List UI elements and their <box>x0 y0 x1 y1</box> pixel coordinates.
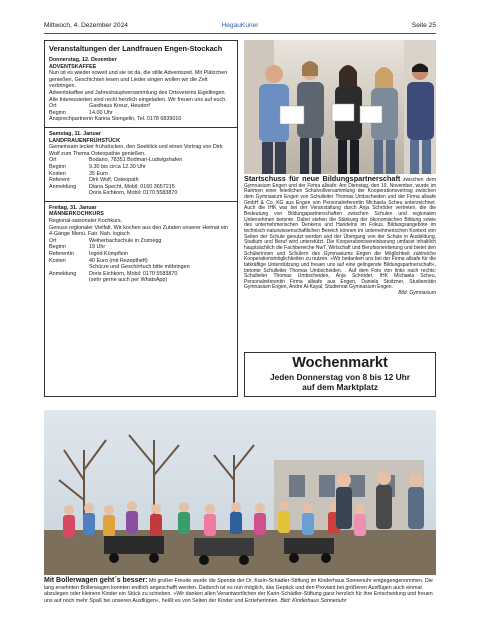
detail-key: Ort <box>49 237 57 244</box>
event-maennerkochkurs <box>49 205 233 284</box>
detail-key: Kosten <box>49 257 66 264</box>
detail-value: 9.30 bis circa 12.30 Uhr <box>89 163 146 170</box>
detail-key: Anmeldung <box>49 183 77 190</box>
caption-photo-credit: Bild: Kinderhaus Sonnenuhr <box>280 597 347 604</box>
detail-key: Beginn <box>49 109 66 116</box>
article-photo-credit: Bild: Gymnasium <box>398 290 436 297</box>
kindergarten-caption <box>44 578 436 604</box>
event-name: MÄNNERKOCHKURS <box>49 211 104 218</box>
kindergarten-photo <box>44 410 436 575</box>
header-divider <box>44 33 436 34</box>
event-divider <box>45 127 237 128</box>
detail-key: Beginn <box>49 244 66 251</box>
event-text: Gemeinsam lecker frühstücken, den Seeblick und einen Vortrag von Dirk Wolf zum Thema Osteopathie genießen. <box>49 144 223 157</box>
event-name: LANDFRAUENFRÜHSTÜCK <box>49 137 120 144</box>
detail-key: Anmeldung <box>49 270 77 277</box>
detail-value: Weiherbachschule in Zoznegg <box>89 237 162 244</box>
caption-body: Mit großer Freude wurde die Spende der Dr. Karin-Schädler-Stiftung im Kinderhaus Sonnenuhr entgegengenommen. Die lang ersehnten Bollerwagen konnten endlich angeschafft werden. Dadurch ist es nun möglich, das Gepäck und den Proviant bei größeren Ausflügen auch einmal abzulegen oder kleinere Kinder ein Stück zu schieben. »Wir danken allen Verantwortlichen der Karin-Schädler-Stiftung ganz herzlich für ihre Entscheidung und freuen uns auf noch mehr Spaß bei unseren Ausflügen«, heißt es von Seiten der Kinder und Erzieherinnen. <box>44 578 433 604</box>
detail-value: Doris Eichkorn, Mobil: 0170 5583870 (sehr gerne auch per WhatsApp) <box>89 270 178 284</box>
detail-key: Referent <box>49 177 70 184</box>
detail-value: 35 Euro <box>89 170 108 177</box>
detail-value: Dirk Wolf, Osteopath <box>89 177 139 184</box>
event-name: ADVENTSKAFFEE <box>49 63 97 70</box>
event-text: Regional-saisonaler Kochkurs. <box>49 218 123 225</box>
detail-value: Ingrid Kümpflein <box>89 251 128 258</box>
issue-date: Mittwoch, 4. Dezember 2024 <box>44 22 128 29</box>
wochenmarkt-box <box>244 352 436 397</box>
event-adventskaffee <box>49 57 233 123</box>
event-details <box>49 157 233 197</box>
market-title: Wochenmarkt <box>292 355 388 371</box>
detail-key: Ort <box>49 157 57 164</box>
detail-key: Kosten <box>49 170 66 177</box>
event-date: Donnerstag, 12. Dezember <box>49 57 117 63</box>
detail-value: 19 Uhr <box>89 244 106 251</box>
market-schedule: Jeden Donnerstag von 8 bis 12 Uhr <box>269 372 411 382</box>
partnership-photo <box>244 40 436 174</box>
detail-value: 40 Euro (mit Rezeptheft) Schürze und Geschirrtuch bitte mitbringen <box>89 257 190 271</box>
events-box <box>44 40 238 397</box>
event-text: Adventskaffee und Jahreshauptversammlung des Ortsvereins Eigeltingen. Alle Interessierten sind recht herzlich eingeladen. Wir freuen uns auf euch. <box>49 89 227 103</box>
detail-value: 14.00 Uhr <box>89 109 113 116</box>
event-text: Nun ist es wieder soweit und sie ist da, die stille Adventszeit. Mit Plätzchen genießen, Geschichten lesen und Lieder singen wollen wir die Zeit verbringen. <box>49 70 228 90</box>
partnership-photo-art <box>244 40 436 174</box>
event-date: Samstag, 11. Januar <box>49 130 101 137</box>
event-details <box>49 238 233 284</box>
event-contact: Ansprechpartnerin Karina Stengelin, Tel. 0178 6839010 <box>49 116 182 123</box>
detail-value: Diana Specht, Mobil: 0160 3657215 Doris Eichkorn, Mobil: 0170 5583870 <box>89 183 178 197</box>
partnership-article <box>244 176 436 346</box>
detail-value: Bodano, 78351 Bodman-Ludwigshafen <box>89 157 183 164</box>
event-date: Freitag, 31. Januar <box>49 204 97 211</box>
page-number: Seite 25 <box>411 22 436 29</box>
event-landfrauenfruehstueck <box>49 131 233 197</box>
detail-value: Gasthaus Kreuz, Heudorf <box>89 103 150 110</box>
event-details <box>49 103 233 116</box>
event-divider <box>45 201 237 202</box>
article-headline: Startschuss für neue Bildungspartnerschaft <box>244 174 401 183</box>
detail-key: Beginn <box>49 163 66 170</box>
events-box-title: Veranstaltungen der Landfrauen Engen-Stockach <box>49 44 223 53</box>
publication-name: HegauKurier <box>221 22 259 29</box>
event-text: Genuss regionaler Vielfalt. Wir kochen aus den Zutaten unserer Heimat ein 4-Gänge Menü. Fair. Nah. logisch <box>49 224 229 238</box>
caption-headline: Mit Bollerwagen geht´s besser: <box>44 577 148 584</box>
kindergarten-photo-art <box>44 410 436 575</box>
detail-key: Ort <box>49 103 57 110</box>
article-body: zwischen dem Gymnasium Engen und der Firma allsafe: Am Dienstag, den 19. November, wurde im Rahmen einer feierlichen Schulvollversammlung der Kooperationsvertrag zwischen dem Gymnasium Engen von Schulleiter Thomas Umbscheiden und der Firma allsafe GmbH & Co. KG aus Engen von Personalreferentin Michaela Scheu unterzeichnet. Auch die IHK war bei der Veranstaltung durch Anja Schröder vertreten, die die Bedeutung von Bildungspartnerschaften zwischen Schulen und regionalen Unternehmen betonte. Dabei stehen die Stärkung der ökonomischen Bildung sowie des unternehmerischen Denkens und Handelns im Fokus. Bildungsangebote im technisch-naturwissenschaftlichen Bereich können im unternehmerischen Kontext von Seiten der Schule genutzt werden und der Übergang von der Schule in Ausbildung, Studium und Beruf wird unterstützt. Die Kooperationsvereinbarung umfasst inhaltlich hauptsächlich die Fachbereiche NwT, Wirtschaft und Berufsorientierung und bietet den Schülerinnen und Schülern des Gymnasiums Engen die Möglichkeit zahlreiche Kooperationsmöglichkeiten zu nutzen. »Wir bedanken uns bei der Firma allsafe für die tatkräftige Unterstützung und freuen uns auf eine gelingende Bildungspartnerschaft«, betonte Schulleiter Thomas Umbscheiden. . Auf dem Foto von links nach rechts: Schulleiter Thomas Umbscheiden, Anja Schröder, IHK Michaela Scheu, Personalreferentin Firma allsafe aus Engen, Daniela Stoitzner, Studienrätin Gymnasium Engen, Andre Al-Kayal, Studienrat Gymnasium Engen. <box>244 177 436 291</box>
detail-key: Referentin <box>49 251 74 258</box>
market-location: auf dem Marktplatz <box>302 382 378 392</box>
